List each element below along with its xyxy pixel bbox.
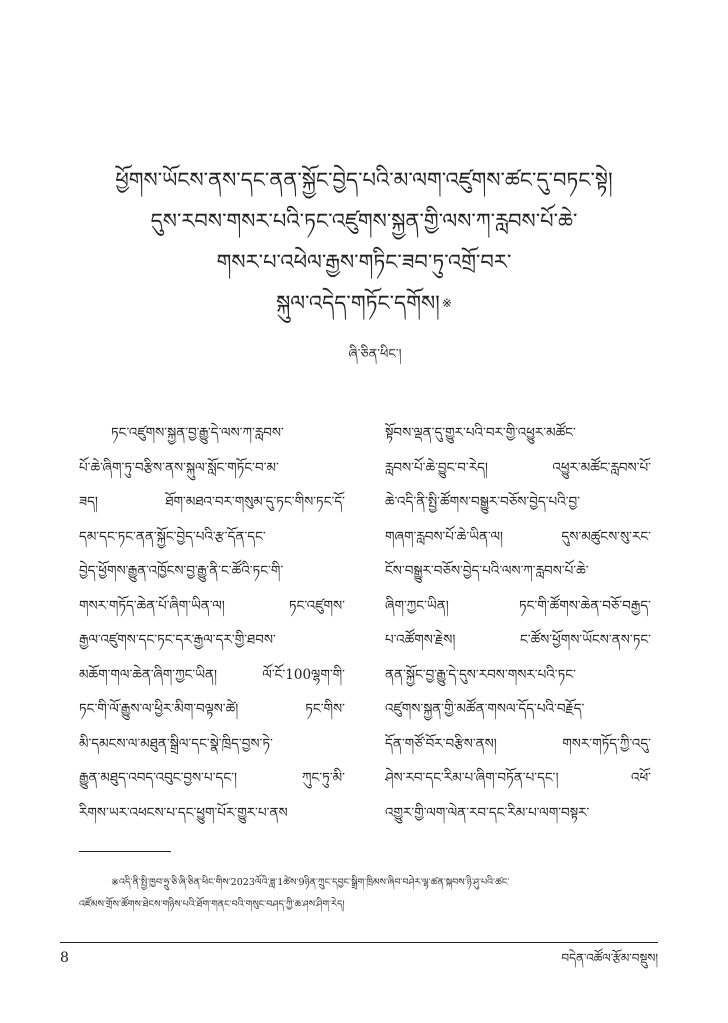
text-line: རིགས་ཡར་འཕངས་པ་དང་ཕྱུག་པོར་གྱུར་པ་ནས	[79, 804, 288, 821]
text-line: ཤེས་རབ་དང་རིམ་པ་ཞིག་བཏོན་པ་དང་། འཕོ་	[385, 770, 651, 786]
title-line: ཕྱོགས་ཡོངས་ནས་དང་ནན་སྐྱོང་བྱེད་པའི་མ་ལག་འཛུགས་ཚང་དུ་བཏང་སྟེ།	[115, 168, 613, 192]
footnote-divider	[79, 851, 171, 852]
text-line: མཆོག་གལ་ཆེན་ཞིག་ཀྱང་ཡིན། ལོ་ངོ་100ལྷག་གི་	[79, 666, 345, 683]
footnote-line: ※འདི་ནི་སྤྱི་ཁྱབ་ཧྲུ་ཅི་ཞི་ཅིན་ཕིང་གིས་2023ལོའི་ཟླ་1ཚེས་9ཉིན་ཀྲུང་དབྱང་སྒྲིག་ཁྲིམས་ཞིབ་བཤེར་ལྷ་ཚན་སྐབས་ཉི་ཤུ་པའི་ཚང་	[111, 877, 510, 888]
text-line: གསར་གཏོད་ཆེན་པོ་ཞིག་ཡིན་ལ། ཏང་འཛུགས་	[79, 597, 345, 614]
text-line: འཛུགས་སྐྱན་གྱི་མཚོན་གསལ་དོད་པའི་བརྗོད་	[385, 701, 585, 717]
title-line: སྐུལ་འདེད་གཏོང་དགོས། ※	[276, 291, 452, 315]
footnote-line: འཛོམས་གྲོས་ཚོགས་ཐེངས་གཉིས་པའི་ཐོག་གནང་བའི་གསུང་བཤད་ཀྱི་ཆ་ཤས་ཤིག་རེད།	[79, 899, 345, 910]
text-line: ཏང་འཛུགས་སྐྱན་བྱ་རྒྱུ་དེ་ལས་ཀ་རླབས་	[111, 425, 284, 441]
text-line: ཏང་གི་ལོ་རྒྱུས་ལ་ཕྱིར་མིག་བལྟས་ཚེ། ཏང་གིས་	[79, 701, 345, 717]
text-line: པ་འཚོགས་རྗེས། ང་ཚོས་ཕྱོགས་ཡོངས་ནས་ཏང་	[385, 632, 651, 648]
title-line: དུས་རབས་གསར་པའི་ཏང་འཛུགས་སྐྱན་གྱི་ལས་ཀ་རླབས་པོ་ཆེ་	[150, 209, 578, 233]
title-line: གསར་པ་འཕེལ་རྒྱས་གཏིང་ཟབ་ཏུ་འགྲོ་བར་	[216, 250, 512, 274]
running-head: བདེན་འཚོལ་རྩོམ་བསྡུས།	[561, 951, 658, 965]
footer-divider	[60, 942, 658, 943]
text-line: རླབས་པོ་ཆེ་བྱུང་བ་རེད། འཕྱུར་མཚོང་རླབས་པོ་	[385, 459, 651, 476]
text-line: ཞིག་ཀྱང་ཡིན། ཏང་གི་ཚོགས་ཆེན་བཅོ་བརྒྱད་	[385, 597, 651, 614]
text-line: རྒྱལ་འཛུགས་དང་ཏང་དར་རྒྱལ་དར་གྱི་ཐབས་	[79, 632, 276, 648]
text-line: པོ་ཆེ་ཞིག་ཏུ་བརྩིས་ནས་སྐུལ་སློང་གཏོང་བ་མ་	[79, 459, 279, 476]
body-column-right	[385, 416, 651, 830]
article-title	[60, 160, 668, 324]
text-line: སྟོབས་ལྡན་དུ་གྱུར་པའི་བར་གྱི་འཕྱུར་མཚོང་	[385, 425, 576, 441]
text-line: ཆེ་འདི་ནི་སྤྱི་ཚོགས་བསྒྱུར་བཅོས་བྱེད་པའི་བྱ་	[385, 494, 581, 510]
text-line: བྱེད་ཕྱོགས་རྒྱུན་འཁྱོངས་བྱ་རྒྱུ་ནི་ང་ཚོའི་ཏང་གི་	[79, 563, 284, 579]
text-line: གཞག་རླབས་པོ་ཆེ་ཡིན་ལ། དུས་མཚུངས་སུ་རང་	[385, 528, 651, 545]
text-line: ཟད། ཐོག་མཐའ་བར་གསུམ་དུ་ཏང་གིས་ཏང་དོ་	[79, 494, 345, 510]
text-line: ནན་སྐྱོང་བྱ་རྒྱུ་དེ་དུས་རབས་གསར་པའི་ཏང་	[385, 666, 576, 683]
text-line: རྒྱུན་མཐུད་འབད་འབུང་བྱས་པ་དང་། ཀུང་ཏུ་མི་	[79, 770, 345, 786]
footnote-reference-mark[interactable]: ※	[441, 296, 452, 310]
footnote	[79, 872, 654, 916]
body-column-left	[79, 416, 345, 830]
text-line: འགྱུར་གྱི་ལག་ལེན་རབ་དང་རིམ་པ་ལག་བསྟར་	[385, 804, 590, 821]
text-line: མི་དམངས་ལ་མཐུན་སྒྲིལ་དང་སྣེ་ཁྲིད་བྱས་ཏེ་	[79, 735, 273, 752]
text-line: དོན་གཙོ་བོར་བརྩིས་ནས། གསར་གཏོད་ཀྱི་འདུ་	[385, 735, 651, 752]
text-line: ངོས་བསྒྱུར་བཅོས་བྱེད་པའི་ལས་ཀ་རླབས་པོ་ཆེ་	[385, 563, 589, 579]
page-number: 8	[60, 950, 69, 966]
text-line: དམ་དང་ཏང་ནན་སྐྱོང་བྱེད་པའི་རྩ་དོན་དང་	[79, 528, 266, 545]
author-byline: ཞི་ཅིན་ཕིང་།	[348, 347, 402, 362]
